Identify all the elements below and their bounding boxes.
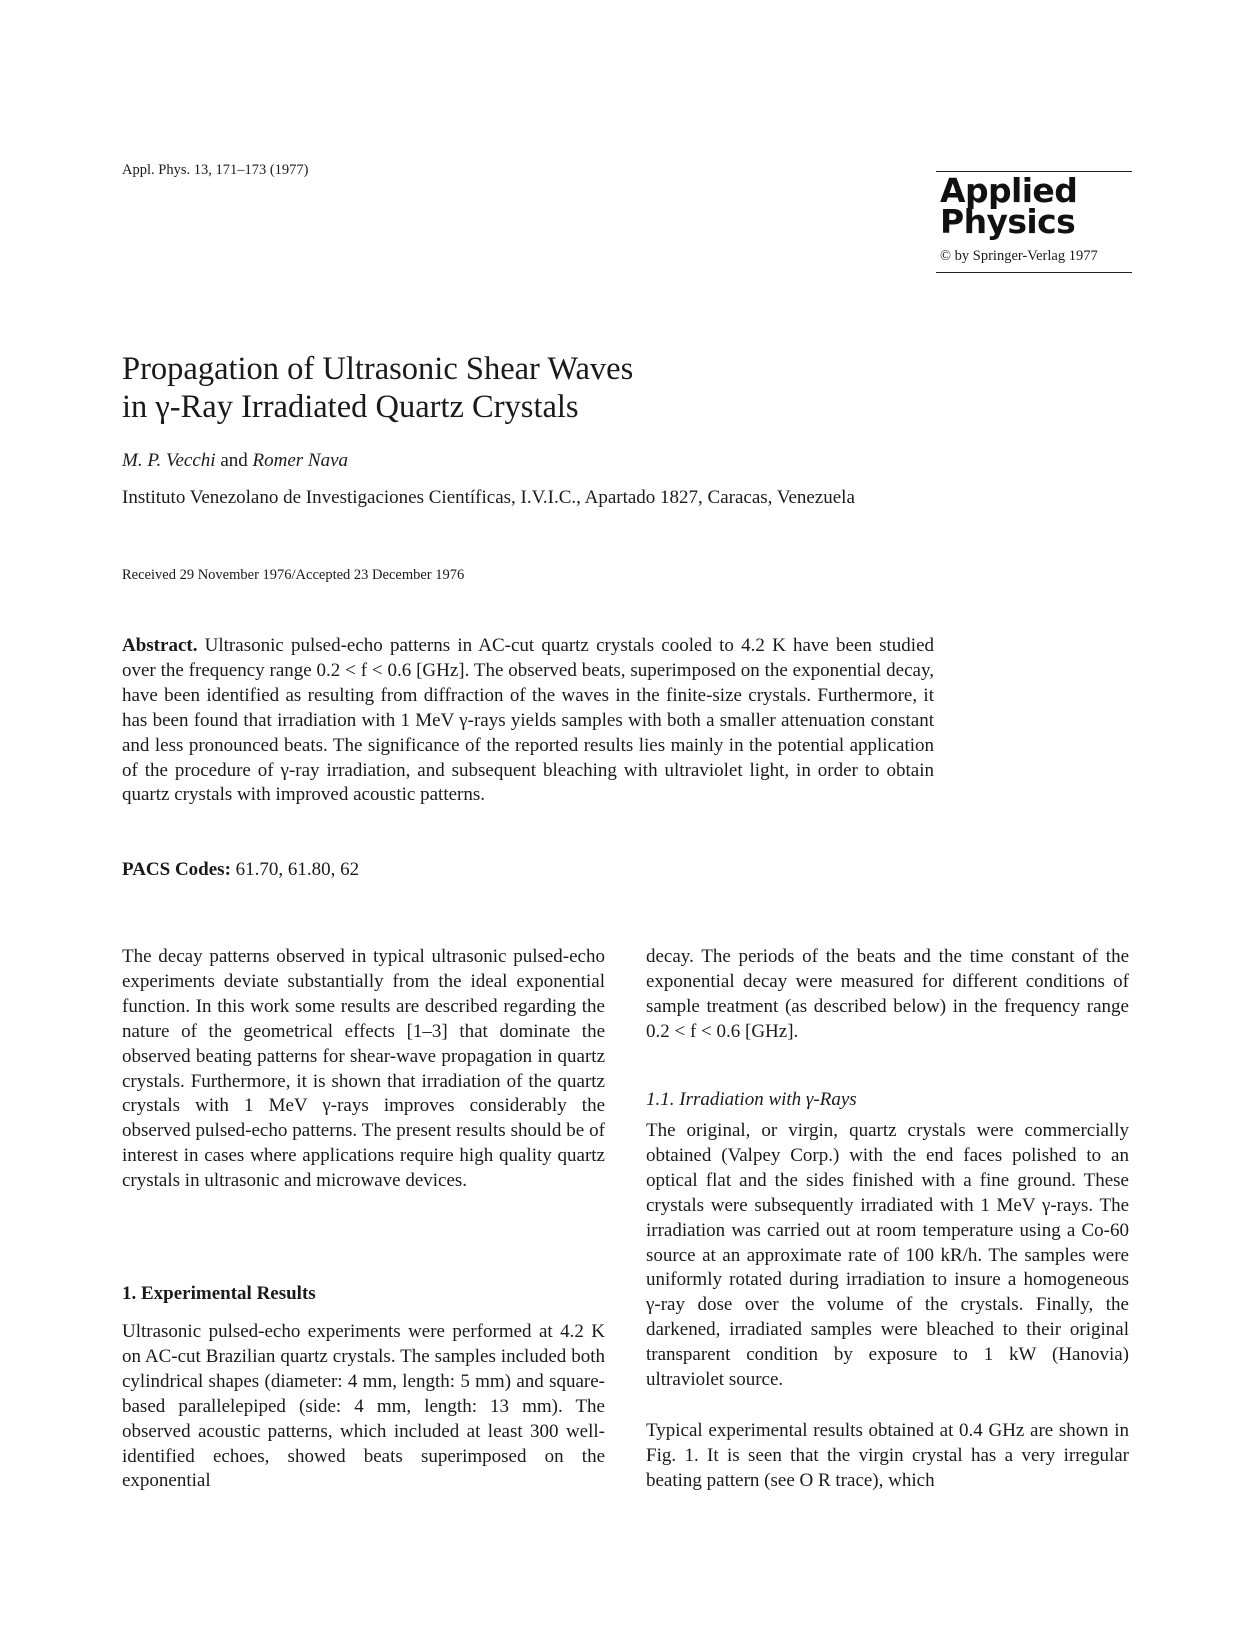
subsection-heading: 1.1. Irradiation with γ-Rays <box>646 1089 857 1110</box>
article-title <box>122 350 882 426</box>
logo-word-physics: Physics <box>940 202 1076 241</box>
author-nava: Romer Nava <box>252 450 349 471</box>
abstract-label: Abstract. <box>122 635 198 656</box>
logo-word-applied: Applied <box>940 171 1078 210</box>
title-line-1: Propagation of Ultrasonic Shear Waves <box>122 351 634 387</box>
intro-text: The decay patterns observed in typical ultrasonic pulsed-echo experiments deviate substantially from the ideal exponential function. In this work some results are described regarding the nature of the geometrical effects [1–3] that dominate the observed beating patterns for shear-wave propagation in quartz crystals. Furthermore, it is shown that irradiation of the quartz crystals with 1 MeV γ-rays improves considerably the observed pulsed-echo patterns. The present results should be of interest in cases where applications require high quality quartz crystals in ultrasonic and microwave devices. <box>122 946 605 1192</box>
section1-text: Ultrasonic pulsed-echo experiments were performed at 4.2 K on AC-cut Brazilian quartz crystals. The samples included both cylindrical shapes (diameter: 4 mm, length: 5 mm) and square-based parallelepiped (side: 4 mm, length: 13 mm). The observed acoustic patterns, which included at least 300 well-identified echoes, showed beats superimposed on the exponential <box>122 1321 605 1492</box>
title-line-2: in γ-Ray Irradiated Quartz Crystals <box>122 389 579 425</box>
right-column-continuation <box>646 945 1129 1045</box>
logo-bottom-rule <box>936 272 1132 273</box>
subsection-text-2: Typical experimental results obtained at 0.4 GHz are shown in Fig. 1. It is seen that the virgin crystal has a very irregular beating pattern (see O R trace), which <box>646 1420 1129 1491</box>
author-conjunction: and <box>220 450 248 471</box>
pacs-values: 61.70, 61.80, 62 <box>235 859 360 880</box>
subsection-paragraph-2 <box>646 1419 1129 1494</box>
abstract-text: Ultrasonic pulsed-echo patterns in AC-cut quartz crystals cooled to 4.2 K have been studied over the frequency range 0.2 < f < 0.6 [GHz]. The observed beats, superimposed on the exponential decay, have been identified as resulting from diffraction of the waves in the finite-size crystals. Furthermore, it has been found that irradiation with 1 MeV γ-rays yields samples with both a smaller attenuation constant and less pronounced beats. The significance of the reported results lies mainly in the potential application of the procedure of γ-ray irradiation, and subsequent bleaching with ultraviolet light, in order to obtain quartz crystals with improved acoustic patterns. <box>122 635 935 806</box>
section-heading: 1. Experimental Results <box>122 1283 316 1304</box>
author-list <box>122 450 348 472</box>
journal-citation: Appl. Phys. 13, 171–173 (1977) <box>122 162 309 178</box>
abstract <box>122 634 934 808</box>
pacs-codes <box>122 859 359 881</box>
received-dates: Received 29 November 1976/Accepted 23 December 1976 <box>122 567 465 583</box>
section-paragraph <box>122 1320 605 1494</box>
introduction-paragraph <box>122 945 605 1194</box>
author-vecchi: M. P. Vecchi <box>122 450 216 471</box>
author-affiliation: Instituto Venezolano de Investigaciones Científicas, I.V.I.C., Apartado 1827, Caracas, Venezuela <box>122 487 855 508</box>
subsection-text: The original, or virgin, quartz crystals were commercially obtained (Valpey Corp.) with the end faces polished to an optical flat and the sides finished with a fine ground. These crystals were subsequently irradiated with 1 MeV γ-rays. The irradiation was carried out at room temperature using a Co-60 source at an approximate rate of 100 kR/h. The samples were uniformly rotated during irradiation to insure a homogeneous γ-ray dose over the volume of the crystals. Finally, the darkened, irradiated samples were bleached to their original transparent condition by exposure to 1 kW (Hanovia) ultraviolet source. <box>646 1120 1129 1391</box>
pacs-label: PACS Codes: <box>122 859 231 880</box>
continuation-text: decay. The periods of the beats and the time constant of the exponential decay were measured for different conditions of sample treatment (as described below) in the frequency range 0.2 < f < 0.6 [GHz]. <box>646 946 1129 1042</box>
copyright-notice: © by Springer-Verlag 1977 <box>940 248 1098 264</box>
subsection-paragraph <box>646 1119 1129 1393</box>
